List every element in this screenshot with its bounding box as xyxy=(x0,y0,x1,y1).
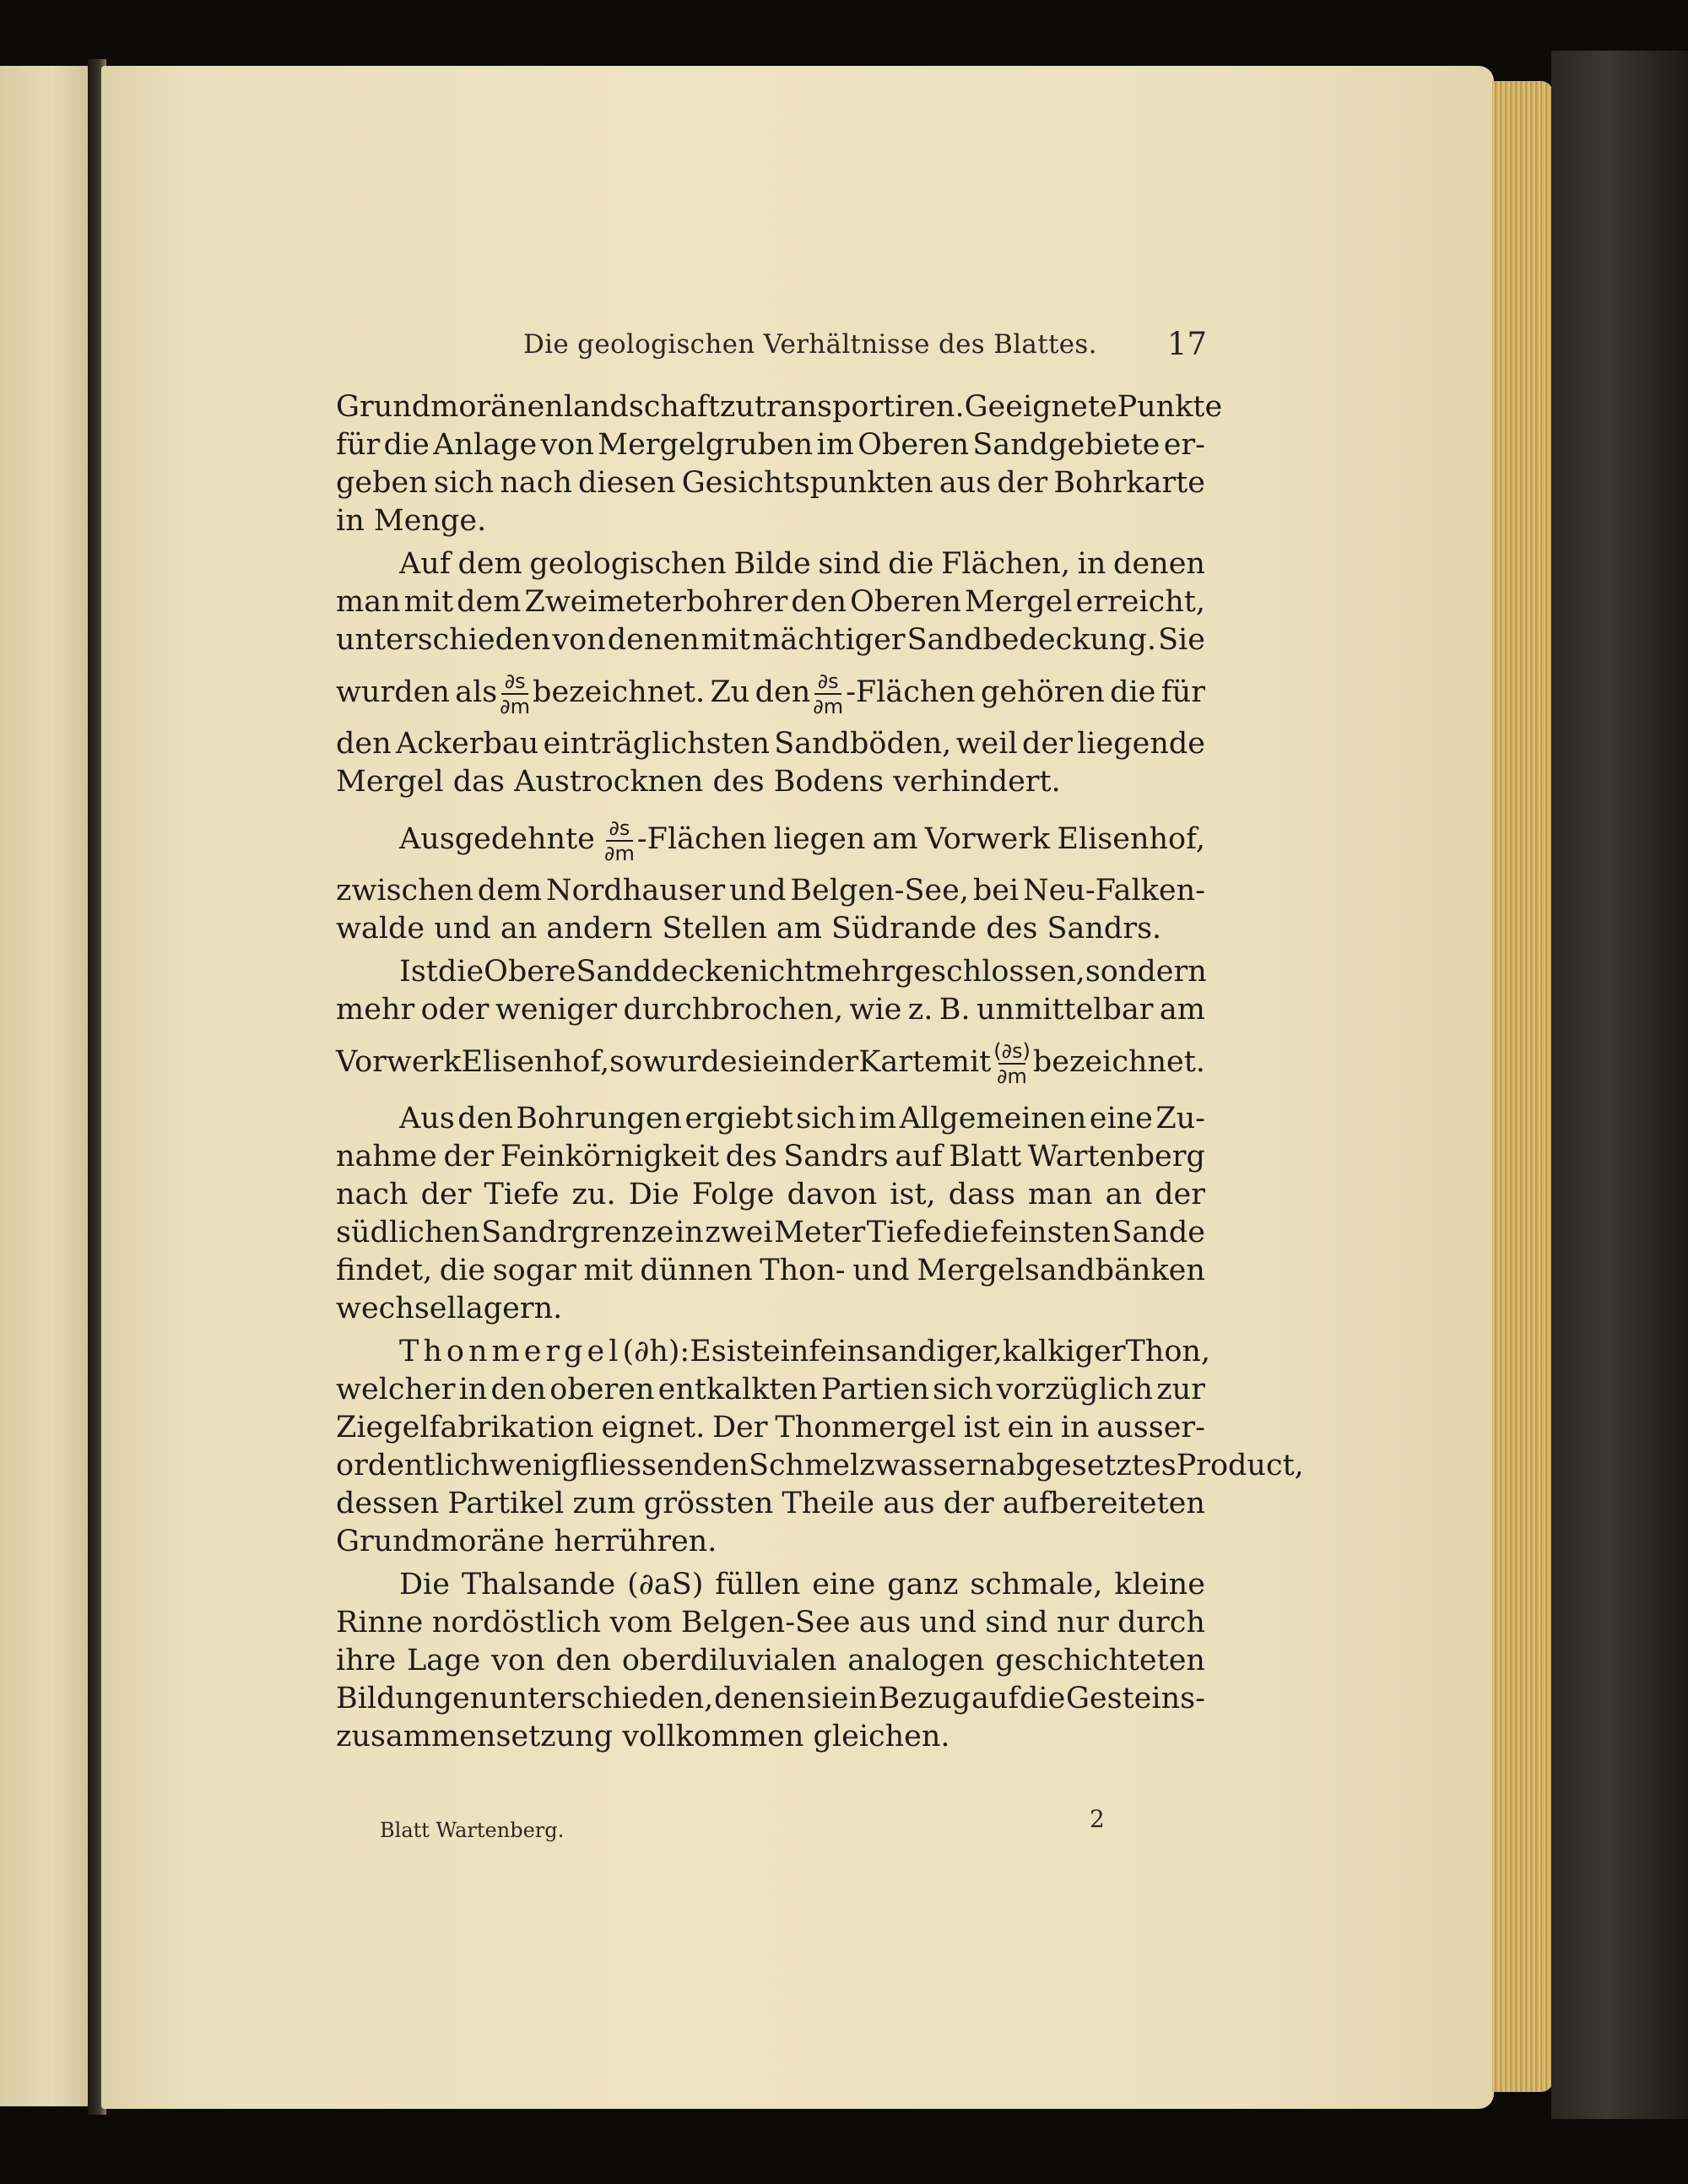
text-line: Mergel das Austrocknen des Bodens verhindert. xyxy=(336,765,1061,799)
text-line: Grundmoränenlandschaft zu transportiren. Geeignete Punkte xyxy=(336,390,1223,424)
text-line: unterschieden von denen mit mächtiger Sandbedeckung. Sie xyxy=(336,623,1205,657)
text-line: nahme der Feinkörnigkeit des Sandrs auf Blatt Wartenberg xyxy=(336,1140,1205,1173)
text-line: Aus den Bohrungen ergiebt sich im Allgemeinen eine Zu- xyxy=(399,1102,1205,1135)
book-cover xyxy=(1551,51,1688,2119)
fraction-ds-dm: $\frac{\partial s}{\partial m}$ xyxy=(604,816,635,865)
text-line: Rinne nordöstlich vom Belgen-See aus und sind nur durch xyxy=(336,1606,1205,1639)
left-page-edge xyxy=(0,66,95,2106)
text-line: den Ackerbau einträglichsten Sandböden, weil der liegende xyxy=(336,727,1205,761)
fraction-ds-dm: $\frac{\partial s}{\partial m}$ xyxy=(813,669,844,718)
text-line: Ausgedehnte $\frac{\partial s}{\partial m}$ -Flächen liegen am Vorwerk Elisenhof, xyxy=(399,816,1205,865)
text-line: Grundmoräne herrühren. xyxy=(336,1525,717,1558)
body-text xyxy=(336,388,1304,1756)
text-line: wurden als $\frac{\partial s}{\partial m}$ bezeichnet. Zu den $\frac{\partial s}{\partial m}$ -Flächen gehören die für xyxy=(336,669,1205,718)
text-line: welcher in den oberen entkalkten Partien sich vorzüglich zur xyxy=(336,1373,1205,1406)
text-line: Vorwerk Elisenhof, so wurde sie in der Karte mit $\frac{(\partial s)}{\partial m}$ bezeichnet. xyxy=(336,1038,1205,1088)
text-line: geben sich nach diesen Gesichtspunkten aus der Bohrkarte xyxy=(336,466,1205,500)
page-edges xyxy=(1492,81,1553,2092)
footer-sheet-name: Blatt Wartenberg. xyxy=(380,1818,565,1842)
text-line: findet, die sogar mit dünnen Thon- und Mergelsandbänken xyxy=(336,1254,1205,1287)
text-line: für die Anlage von Mergelgruben im Oberen Sandgebiete er- xyxy=(336,428,1205,462)
footer-signature-mark: 2 xyxy=(1090,1805,1105,1833)
text-line: ihre Lage von den oberdiluvialen analogen geschichteten xyxy=(336,1644,1205,1677)
text-line: Ziegelfabrikation eignet. Der Thonmergel ist ein in ausser- xyxy=(336,1411,1205,1444)
text-line: Ist die Obere Sanddecke nicht mehr geschlossen, sondern xyxy=(399,955,1207,989)
running-title: Die geologischen Verhältnisse des Blattes. xyxy=(523,329,1097,360)
text-line: ordentlich wenig fliessenden Schmelzwassern abgesetztes Product, xyxy=(336,1449,1304,1482)
text-line: Bildungen unterschieden, denen sie in Bezug auf die Gesteins- xyxy=(336,1682,1205,1715)
text-line: wechsellagern. xyxy=(336,1292,563,1325)
text-line: Thonmergel (∂h): Es ist ein feinsandiger, kalkiger Thon, xyxy=(399,1335,1211,1368)
text-line: Die Thalsande (∂aS) füllen eine ganz schmale, kleine xyxy=(399,1568,1205,1601)
text-line: Auf dem geologischen Bilde sind die Flächen, in denen xyxy=(399,547,1205,581)
text-line: zwischen dem Nordhauser und Belgen-See, bei Neu-Falken- xyxy=(336,874,1205,908)
text-line: südlichen Sandrgrenze in zwei Meter Tiefe die feinsten Sande xyxy=(336,1216,1205,1249)
fraction-paren-ds-dm: $\frac{(\partial s)}{\partial m}$ xyxy=(993,1038,1031,1088)
text-line: zusammensetzung vollkommen gleichen. xyxy=(336,1720,950,1753)
text-line: mehr oder weniger durchbrochen, wie z. B. unmittelbar am xyxy=(336,993,1205,1027)
page-number: 17 xyxy=(1166,326,1207,362)
fraction-ds-dm: $\frac{\partial s}{\partial m}$ xyxy=(500,669,531,718)
text-line: dessen Partikel zum grössten Theile aus der aufbereiteten xyxy=(336,1487,1205,1520)
text-line: walde und an andern Stellen am Südrande des Sandrs. xyxy=(336,912,1162,946)
running-header xyxy=(523,326,1207,368)
text-line: nach der Tiefe zu. Die Folge davon ist, dass man an der xyxy=(336,1178,1205,1211)
text-line: man mit dem Zweimeterbohrer den Oberen Mergel erreicht, xyxy=(336,585,1205,619)
text-line: in Menge. xyxy=(336,504,487,538)
